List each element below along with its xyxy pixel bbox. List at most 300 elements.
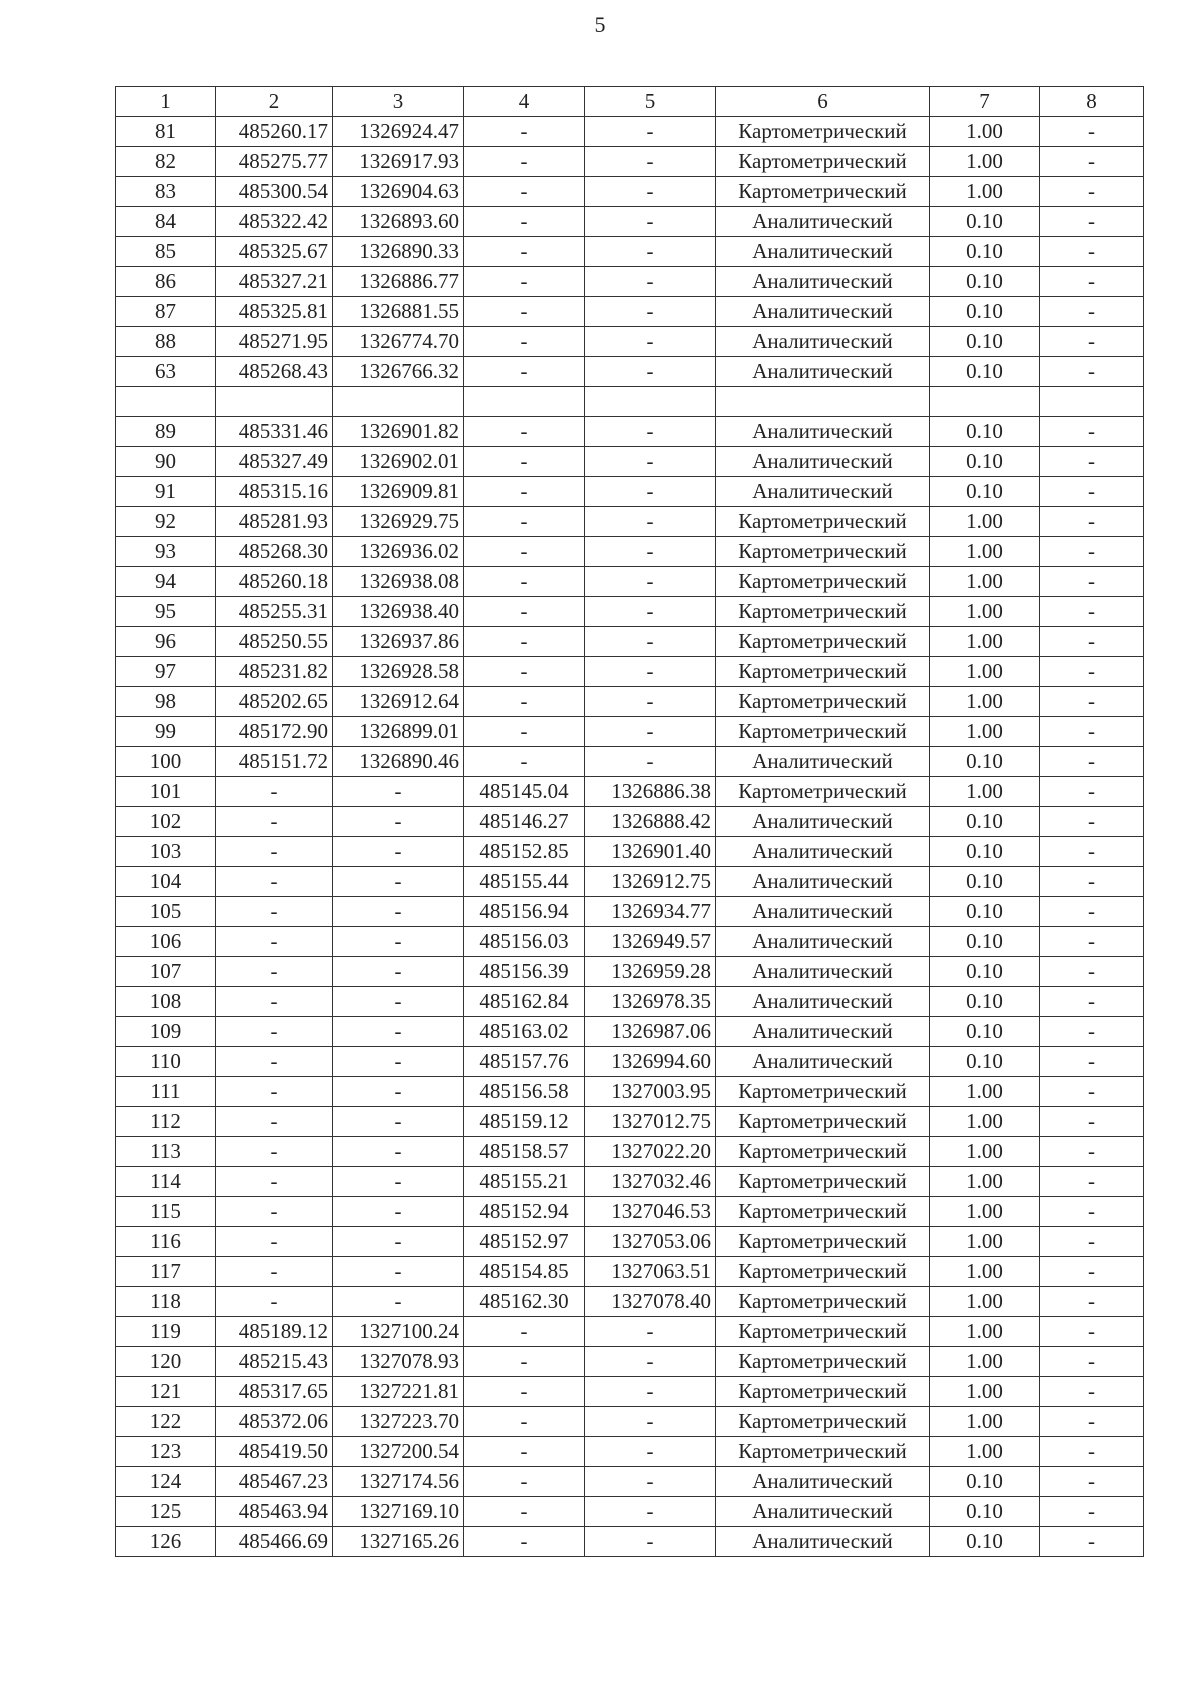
table-row xyxy=(116,957,1144,987)
accuracy-cell: 0.10 xyxy=(930,927,1040,957)
new-x-coordinate-cell: 485145.04 xyxy=(464,777,585,807)
x-coordinate-cell: - xyxy=(216,987,333,1017)
y-coordinate-cell: - xyxy=(333,807,464,837)
x-coordinate-cell: 485322.42 xyxy=(216,207,333,237)
x-coordinate-cell: 485255.31 xyxy=(216,597,333,627)
new-y-coordinate-cell: 1327003.95 xyxy=(585,1077,716,1107)
accuracy-cell: 1.00 xyxy=(930,1257,1040,1287)
new-x-coordinate-cell: - xyxy=(464,1527,585,1557)
table-row xyxy=(116,477,1144,507)
point-number-cell: 94 xyxy=(116,567,216,597)
point-number-cell: 87 xyxy=(116,297,216,327)
x-coordinate-cell: 485250.55 xyxy=(216,627,333,657)
x-coordinate-cell: 485331.46 xyxy=(216,417,333,447)
point-number-cell: 121 xyxy=(116,1377,216,1407)
table-row xyxy=(116,267,1144,297)
description-cell: - xyxy=(1040,687,1144,717)
description-cell xyxy=(1040,387,1144,417)
accuracy-cell: 0.10 xyxy=(930,357,1040,387)
description-cell: - xyxy=(1040,627,1144,657)
method-cell: Картометрический xyxy=(716,567,930,597)
method-cell: Аналитический xyxy=(716,987,930,1017)
new-y-coordinate-cell: 1326987.06 xyxy=(585,1017,716,1047)
method-cell: Картометрический xyxy=(716,1287,930,1317)
description-cell: - xyxy=(1040,1047,1144,1077)
new-y-coordinate-cell: - xyxy=(585,1497,716,1527)
table-row xyxy=(116,627,1144,657)
description-cell: - xyxy=(1040,1167,1144,1197)
table-row xyxy=(116,237,1144,267)
y-coordinate-cell: - xyxy=(333,1287,464,1317)
column-header: 6 xyxy=(716,87,930,117)
description-cell: - xyxy=(1040,1407,1144,1437)
y-coordinate-cell: 1326938.08 xyxy=(333,567,464,597)
point-number-cell: 106 xyxy=(116,927,216,957)
table-row xyxy=(116,807,1144,837)
new-y-coordinate-cell: - xyxy=(585,267,716,297)
description-cell: - xyxy=(1040,417,1144,447)
new-x-coordinate-cell: 485156.58 xyxy=(464,1077,585,1107)
table-row xyxy=(116,1287,1144,1317)
new-y-coordinate-cell: 1327053.06 xyxy=(585,1227,716,1257)
description-cell: - xyxy=(1040,1527,1144,1557)
accuracy-cell: 1.00 xyxy=(930,597,1040,627)
method-cell: Картометрический xyxy=(716,1437,930,1467)
accuracy-cell: 0.10 xyxy=(930,1047,1040,1077)
accuracy-cell: 1.00 xyxy=(930,1107,1040,1137)
method-cell: Картометрический xyxy=(716,147,930,177)
new-y-coordinate-cell: - xyxy=(585,147,716,177)
table-row xyxy=(116,1437,1144,1467)
table-row xyxy=(116,687,1144,717)
table-row xyxy=(116,1077,1144,1107)
x-coordinate-cell: 485260.17 xyxy=(216,117,333,147)
column-header: 1 xyxy=(116,87,216,117)
accuracy-cell: 0.10 xyxy=(930,417,1040,447)
new-x-coordinate-cell: - xyxy=(464,237,585,267)
new-x-coordinate-cell: - xyxy=(464,537,585,567)
point-number-cell: 99 xyxy=(116,717,216,747)
point-number-cell: 118 xyxy=(116,1287,216,1317)
table-row xyxy=(116,1227,1144,1257)
table-row xyxy=(116,1497,1144,1527)
table-row xyxy=(116,357,1144,387)
new-x-coordinate-cell: 485155.21 xyxy=(464,1167,585,1197)
table-row xyxy=(116,447,1144,477)
x-coordinate-cell: - xyxy=(216,1047,333,1077)
y-coordinate-cell: 1327174.56 xyxy=(333,1467,464,1497)
accuracy-cell: 0.10 xyxy=(930,897,1040,927)
accuracy-cell: 0.10 xyxy=(930,477,1040,507)
method-cell: Картометрический xyxy=(716,1377,930,1407)
description-cell: - xyxy=(1040,567,1144,597)
method-cell: Картометрический xyxy=(716,717,930,747)
description-cell: - xyxy=(1040,1107,1144,1137)
method-cell: Картометрический xyxy=(716,1317,930,1347)
x-coordinate-cell: 485419.50 xyxy=(216,1437,333,1467)
new-x-coordinate-cell: - xyxy=(464,1407,585,1437)
y-coordinate-cell: - xyxy=(333,1077,464,1107)
x-coordinate-cell: 485463.94 xyxy=(216,1497,333,1527)
method-cell: Аналитический xyxy=(716,477,930,507)
accuracy-cell: 0.10 xyxy=(930,837,1040,867)
new-x-coordinate-cell: - xyxy=(464,117,585,147)
table-row xyxy=(116,1407,1144,1437)
x-coordinate-cell: 485189.12 xyxy=(216,1317,333,1347)
point-number-cell: 90 xyxy=(116,447,216,477)
y-coordinate-cell: - xyxy=(333,1227,464,1257)
description-cell: - xyxy=(1040,1227,1144,1257)
point-number-cell: 82 xyxy=(116,147,216,177)
y-coordinate-cell: 1327100.24 xyxy=(333,1317,464,1347)
new-x-coordinate-cell: - xyxy=(464,1347,585,1377)
x-coordinate-cell: - xyxy=(216,1227,333,1257)
accuracy-cell: 0.10 xyxy=(930,1527,1040,1557)
description-cell: - xyxy=(1040,237,1144,267)
new-x-coordinate-cell: - xyxy=(464,597,585,627)
accuracy-cell: 0.10 xyxy=(930,327,1040,357)
new-y-coordinate-cell: 1326934.77 xyxy=(585,897,716,927)
y-coordinate-cell: 1326937.86 xyxy=(333,627,464,657)
method-cell: Картометрический xyxy=(716,627,930,657)
table-row xyxy=(116,567,1144,597)
new-y-coordinate-cell: 1326901.40 xyxy=(585,837,716,867)
new-x-coordinate-cell: 485162.30 xyxy=(464,1287,585,1317)
point-number-cell: 104 xyxy=(116,867,216,897)
method-cell: Аналитический xyxy=(716,1497,930,1527)
new-x-coordinate-cell: 485162.84 xyxy=(464,987,585,1017)
x-coordinate-cell: 485325.67 xyxy=(216,237,333,267)
y-coordinate-cell: - xyxy=(333,777,464,807)
table-row xyxy=(116,537,1144,567)
y-coordinate-cell: - xyxy=(333,987,464,1017)
accuracy-cell: 1.00 xyxy=(930,1407,1040,1437)
new-x-coordinate-cell: 485163.02 xyxy=(464,1017,585,1047)
new-y-coordinate-cell: - xyxy=(585,237,716,267)
accuracy-cell: 0.10 xyxy=(930,867,1040,897)
point-number-cell: 63 xyxy=(116,357,216,387)
table-row xyxy=(116,1047,1144,1077)
column-header: 3 xyxy=(333,87,464,117)
description-cell: - xyxy=(1040,177,1144,207)
table-row xyxy=(116,747,1144,777)
description-cell: - xyxy=(1040,927,1144,957)
method-cell: Картометрический xyxy=(716,1077,930,1107)
new-y-coordinate-cell: 1326978.35 xyxy=(585,987,716,1017)
method-cell: Картометрический xyxy=(716,597,930,627)
new-x-coordinate-cell: - xyxy=(464,447,585,477)
accuracy-cell: 0.10 xyxy=(930,237,1040,267)
table-row xyxy=(116,987,1144,1017)
method-cell: Аналитический xyxy=(716,897,930,927)
x-coordinate-cell: 485215.43 xyxy=(216,1347,333,1377)
description-cell: - xyxy=(1040,477,1144,507)
point-number-cell: 111 xyxy=(116,1077,216,1107)
description-cell: - xyxy=(1040,1317,1144,1347)
accuracy-cell: 1.00 xyxy=(930,147,1040,177)
new-y-coordinate-cell: - xyxy=(585,1407,716,1437)
method-cell: Аналитический xyxy=(716,837,930,867)
point-number-cell: 97 xyxy=(116,657,216,687)
description-cell: - xyxy=(1040,147,1144,177)
table-row xyxy=(116,1197,1144,1227)
accuracy-cell: 1.00 xyxy=(930,537,1040,567)
y-coordinate-cell: 1326936.02 xyxy=(333,537,464,567)
new-y-coordinate-cell: - xyxy=(585,747,716,777)
table-header-row xyxy=(116,87,1144,117)
point-number-cell: 93 xyxy=(116,537,216,567)
point-number-cell: 123 xyxy=(116,1437,216,1467)
table-row xyxy=(116,837,1144,867)
point-number-cell: 122 xyxy=(116,1407,216,1437)
column-header: 2 xyxy=(216,87,333,117)
table-row xyxy=(116,417,1144,447)
new-y-coordinate-cell: - xyxy=(585,1437,716,1467)
y-coordinate-cell: 1326904.63 xyxy=(333,177,464,207)
accuracy-cell: 1.00 xyxy=(930,1197,1040,1227)
method-cell: Картометрический xyxy=(716,1197,930,1227)
method-cell: Картометрический xyxy=(716,1107,930,1137)
accuracy-cell: 0.10 xyxy=(930,957,1040,987)
new-x-coordinate-cell: 485157.76 xyxy=(464,1047,585,1077)
new-x-coordinate-cell: - xyxy=(464,627,585,657)
accuracy-cell: 0.10 xyxy=(930,1467,1040,1497)
description-cell: - xyxy=(1040,1137,1144,1167)
description-cell: - xyxy=(1040,1347,1144,1377)
table-row xyxy=(116,327,1144,357)
method-cell: Аналитический xyxy=(716,957,930,987)
description-cell: - xyxy=(1040,867,1144,897)
x-coordinate-cell: 485268.43 xyxy=(216,357,333,387)
description-cell: - xyxy=(1040,357,1144,387)
method-cell: Аналитический xyxy=(716,447,930,477)
new-y-coordinate-cell: - xyxy=(585,537,716,567)
description-cell: - xyxy=(1040,717,1144,747)
x-coordinate-cell: 485172.90 xyxy=(216,717,333,747)
table-row xyxy=(116,597,1144,627)
point-number-cell: 117 xyxy=(116,1257,216,1287)
point-number-cell: 100 xyxy=(116,747,216,777)
accuracy-cell: 1.00 xyxy=(930,1077,1040,1107)
description-cell: - xyxy=(1040,597,1144,627)
description-cell: - xyxy=(1040,747,1144,777)
x-coordinate-cell: 485315.16 xyxy=(216,477,333,507)
description-cell: - xyxy=(1040,297,1144,327)
y-coordinate-cell: 1326901.82 xyxy=(333,417,464,447)
y-coordinate-cell: 1326766.32 xyxy=(333,357,464,387)
point-number-cell: 85 xyxy=(116,237,216,267)
point-number-cell: 84 xyxy=(116,207,216,237)
accuracy-cell: 1.00 xyxy=(930,1287,1040,1317)
new-x-coordinate-cell: 485146.27 xyxy=(464,807,585,837)
description-cell: - xyxy=(1040,807,1144,837)
new-y-coordinate-cell: 1326888.42 xyxy=(585,807,716,837)
y-coordinate-cell: - xyxy=(333,1257,464,1287)
point-number-cell: 109 xyxy=(116,1017,216,1047)
new-y-coordinate-cell: - xyxy=(585,1467,716,1497)
description-cell: - xyxy=(1040,777,1144,807)
y-coordinate-cell: - xyxy=(333,867,464,897)
new-y-coordinate-cell: 1326949.57 xyxy=(585,927,716,957)
table-row xyxy=(116,1317,1144,1347)
new-y-coordinate-cell xyxy=(585,387,716,417)
description-cell: - xyxy=(1040,447,1144,477)
y-coordinate-cell: 1326881.55 xyxy=(333,297,464,327)
x-coordinate-cell: 485467.23 xyxy=(216,1467,333,1497)
x-coordinate-cell: 485260.18 xyxy=(216,567,333,597)
point-number-cell: 96 xyxy=(116,627,216,657)
new-x-coordinate-cell: - xyxy=(464,567,585,597)
y-coordinate-cell: - xyxy=(333,1017,464,1047)
table-row xyxy=(116,297,1144,327)
y-coordinate-cell: 1326774.70 xyxy=(333,327,464,357)
table-row xyxy=(116,717,1144,747)
new-x-coordinate-cell: - xyxy=(464,687,585,717)
method-cell: Аналитический xyxy=(716,1047,930,1077)
y-coordinate-cell: 1326938.40 xyxy=(333,597,464,627)
x-coordinate-cell: - xyxy=(216,1197,333,1227)
point-number-cell: 102 xyxy=(116,807,216,837)
description-cell: - xyxy=(1040,897,1144,927)
new-y-coordinate-cell: - xyxy=(585,507,716,537)
table-row xyxy=(116,387,1144,417)
table-row xyxy=(116,1467,1144,1497)
accuracy-cell: 1.00 xyxy=(930,1167,1040,1197)
new-x-coordinate-cell: - xyxy=(464,507,585,537)
point-number-cell: 115 xyxy=(116,1197,216,1227)
method-cell: Аналитический xyxy=(716,807,930,837)
y-coordinate-cell: 1326909.81 xyxy=(333,477,464,507)
column-header: 5 xyxy=(585,87,716,117)
accuracy-cell: 1.00 xyxy=(930,177,1040,207)
accuracy-cell: 0.10 xyxy=(930,987,1040,1017)
table-row xyxy=(116,867,1144,897)
table-row xyxy=(116,657,1144,687)
method-cell: Картометрический xyxy=(716,1137,930,1167)
y-coordinate-cell: - xyxy=(333,897,464,927)
new-x-coordinate-cell: - xyxy=(464,1467,585,1497)
new-y-coordinate-cell: - xyxy=(585,1527,716,1557)
new-x-coordinate-cell: - xyxy=(464,717,585,747)
method-cell: Аналитический xyxy=(716,267,930,297)
table-row xyxy=(116,1167,1144,1197)
point-number-cell: 120 xyxy=(116,1347,216,1377)
table-row xyxy=(116,507,1144,537)
description-cell: - xyxy=(1040,507,1144,537)
point-number-cell: 91 xyxy=(116,477,216,507)
method-cell: Аналитический xyxy=(716,357,930,387)
x-coordinate-cell: - xyxy=(216,807,333,837)
point-number-cell: 110 xyxy=(116,1047,216,1077)
point-number-cell: 108 xyxy=(116,987,216,1017)
accuracy-cell: 1.00 xyxy=(930,117,1040,147)
new-y-coordinate-cell: - xyxy=(585,357,716,387)
x-coordinate-cell: 485327.49 xyxy=(216,447,333,477)
new-x-coordinate-cell: 485152.94 xyxy=(464,1197,585,1227)
point-number-cell: 119 xyxy=(116,1317,216,1347)
new-x-coordinate-cell: 485154.85 xyxy=(464,1257,585,1287)
new-y-coordinate-cell: 1326912.75 xyxy=(585,867,716,897)
new-y-coordinate-cell: - xyxy=(585,1347,716,1377)
x-coordinate-cell: 485300.54 xyxy=(216,177,333,207)
new-y-coordinate-cell: - xyxy=(585,1377,716,1407)
new-y-coordinate-cell: 1326994.60 xyxy=(585,1047,716,1077)
description-cell: - xyxy=(1040,1377,1144,1407)
x-coordinate-cell: 485271.95 xyxy=(216,327,333,357)
description-cell: - xyxy=(1040,207,1144,237)
method-cell: Картометрический xyxy=(716,687,930,717)
table-row xyxy=(116,1347,1144,1377)
x-coordinate-cell: - xyxy=(216,1167,333,1197)
table-row xyxy=(116,177,1144,207)
new-x-coordinate-cell: - xyxy=(464,417,585,447)
new-x-coordinate-cell: - xyxy=(464,1437,585,1467)
y-coordinate-cell: - xyxy=(333,1137,464,1167)
method-cell: Аналитический xyxy=(716,927,930,957)
new-y-coordinate-cell: 1327012.75 xyxy=(585,1107,716,1137)
description-cell: - xyxy=(1040,537,1144,567)
method-cell: Картометрический xyxy=(716,1257,930,1287)
new-y-coordinate-cell: - xyxy=(585,597,716,627)
x-coordinate-cell: - xyxy=(216,1137,333,1167)
y-coordinate-cell: 1326890.33 xyxy=(333,237,464,267)
accuracy-cell: 1.00 xyxy=(930,777,1040,807)
new-y-coordinate-cell: 1327078.40 xyxy=(585,1287,716,1317)
description-cell: - xyxy=(1040,117,1144,147)
new-y-coordinate-cell: 1326886.38 xyxy=(585,777,716,807)
new-x-coordinate-cell: 485156.94 xyxy=(464,897,585,927)
new-x-coordinate-cell: 485152.97 xyxy=(464,1227,585,1257)
description-cell: - xyxy=(1040,657,1144,687)
y-coordinate-cell: - xyxy=(333,837,464,867)
new-x-coordinate-cell: - xyxy=(464,657,585,687)
point-number-cell: 101 xyxy=(116,777,216,807)
accuracy-cell: 1.00 xyxy=(930,1377,1040,1407)
page-number: 5 xyxy=(594,12,606,37)
method-cell: Картометрический xyxy=(716,1167,930,1197)
point-number-cell xyxy=(116,387,216,417)
point-number-cell: 113 xyxy=(116,1137,216,1167)
description-cell: - xyxy=(1040,327,1144,357)
y-coordinate-cell: 1327165.26 xyxy=(333,1527,464,1557)
new-y-coordinate-cell: 1326959.28 xyxy=(585,957,716,987)
x-coordinate-cell: - xyxy=(216,837,333,867)
x-coordinate-cell: 485281.93 xyxy=(216,507,333,537)
y-coordinate-cell: 1326893.60 xyxy=(333,207,464,237)
y-coordinate-cell: - xyxy=(333,1167,464,1197)
point-number-cell: 86 xyxy=(116,267,216,297)
y-coordinate-cell: - xyxy=(333,927,464,957)
method-cell: Картометрический xyxy=(716,117,930,147)
accuracy-cell: 0.10 xyxy=(930,297,1040,327)
accuracy-cell: 1.00 xyxy=(930,1437,1040,1467)
y-coordinate-cell: 1327221.81 xyxy=(333,1377,464,1407)
accuracy-cell: 0.10 xyxy=(930,1497,1040,1527)
point-number-cell: 112 xyxy=(116,1107,216,1137)
point-number-cell: 114 xyxy=(116,1167,216,1197)
point-number-cell: 124 xyxy=(116,1467,216,1497)
x-coordinate-cell: - xyxy=(216,1107,333,1137)
y-coordinate-cell: 1326928.58 xyxy=(333,657,464,687)
accuracy-cell: 0.10 xyxy=(930,267,1040,297)
point-number-cell: 92 xyxy=(116,507,216,537)
accuracy-cell: 1.00 xyxy=(930,1317,1040,1347)
x-coordinate-cell: 485268.30 xyxy=(216,537,333,567)
new-x-coordinate-cell: - xyxy=(464,477,585,507)
column-header: 8 xyxy=(1040,87,1144,117)
method-cell: Аналитический xyxy=(716,747,930,777)
accuracy-cell: 1.00 xyxy=(930,657,1040,687)
